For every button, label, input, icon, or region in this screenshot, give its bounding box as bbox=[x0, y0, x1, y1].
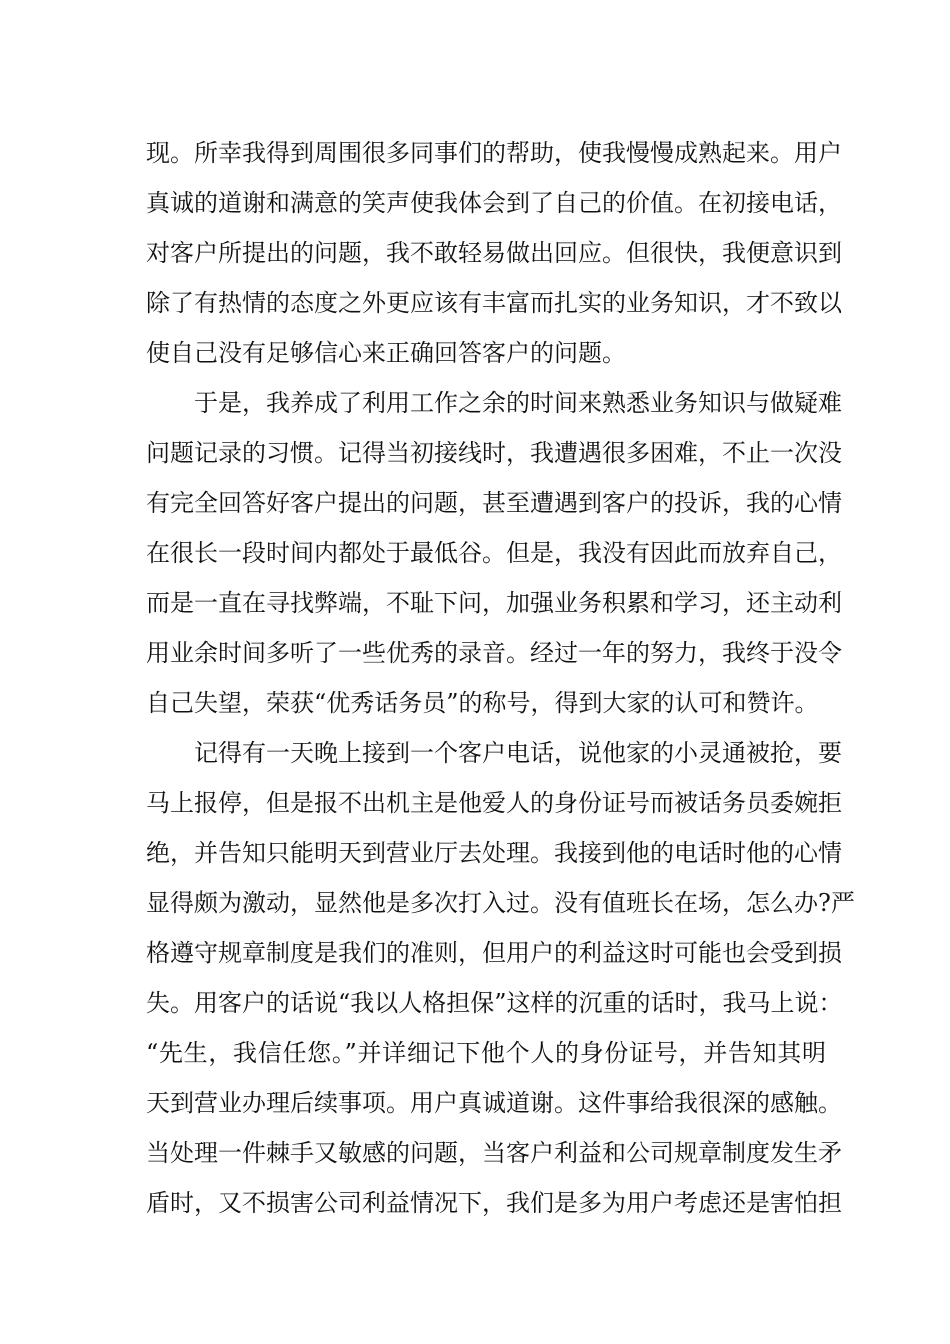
text-line: 而是一直在寻找弊端，不耻下问，加强业务积累和学习，还主动利 bbox=[146, 589, 842, 617]
text-line: 盾时，又不损害公司利益情况下，我们是多为用户考虑还是害怕担 bbox=[146, 1189, 842, 1217]
text-line: 现。所幸我得到周围很多同事们的帮助，使我慢慢成熟起来。用户 bbox=[146, 139, 842, 167]
text-line: 在很长一段时间内都处于最低谷。但是，我没有因此而放弃自己， bbox=[146, 539, 842, 567]
text-line: 显得颇为激动，显然他是多次打入过。没有值班长在场，怎么办?严 bbox=[146, 889, 855, 917]
text-line: 使自己没有足够信心来正确回答客户的问题。 bbox=[146, 339, 626, 367]
text-line: 对客户所提出的问题，我不敢轻易做出回应。但很快，我便意识到 bbox=[146, 239, 842, 267]
text-line: 有完全回答好客户提出的问题，甚至遭遇到客户的投诉，我的心情 bbox=[146, 489, 842, 517]
text-line: 用业余时间多听了一些优秀的录音。经过一年的努力，我终于没令 bbox=[146, 639, 842, 667]
text-line: 天到营业办理后续事项。用户真诚道谢。这件事给我很深的感触。 bbox=[146, 1089, 842, 1117]
text-line: 自己失望，荣获“优秀话务员”的称号，得到大家的认可和赞许。 bbox=[146, 689, 819, 717]
text-line: “先生，我信任您。”并详细记下他个人的身份证号，并告知其明 bbox=[146, 1039, 826, 1067]
body-text bbox=[146, 128, 855, 1228]
paragraph-first-line: 记得有一天晚上接到一个客户电话，说他家的小灵通被抢，要 bbox=[194, 739, 842, 767]
text-line: 问题记录的习惯。记得当初接线时，我遭遇很多困难，不止一次没 bbox=[146, 439, 842, 467]
text-line: 格遵守规章制度是我们的准则，但用户的利益这时可能也会受到损 bbox=[146, 939, 842, 967]
paragraph-first-line: 于是，我养成了利用工作之余的时间来熟悉业务知识与做疑难 bbox=[194, 389, 842, 417]
text-line: 除了有热情的态度之外更应该有丰富而扎实的业务知识，才不致以 bbox=[146, 289, 842, 317]
text-line: 马上报停，但是报不出机主是他爱人的身份证号而被话务员委婉拒 bbox=[146, 789, 842, 817]
text-line: 失。用客户的话说“我以人格担保”这样的沉重的话时，我马上说： bbox=[146, 989, 843, 1017]
text-line: 当处理一件棘手又敏感的问题，当客户利益和公司规章制度发生矛 bbox=[146, 1139, 842, 1167]
text-line: 绝，并告知只能明天到营业厅去处理。我接到他的电话时他的心情 bbox=[146, 839, 842, 867]
text-line: 真诚的道谢和满意的笑声使我体会到了自己的价值。在初接电话， bbox=[146, 189, 842, 217]
